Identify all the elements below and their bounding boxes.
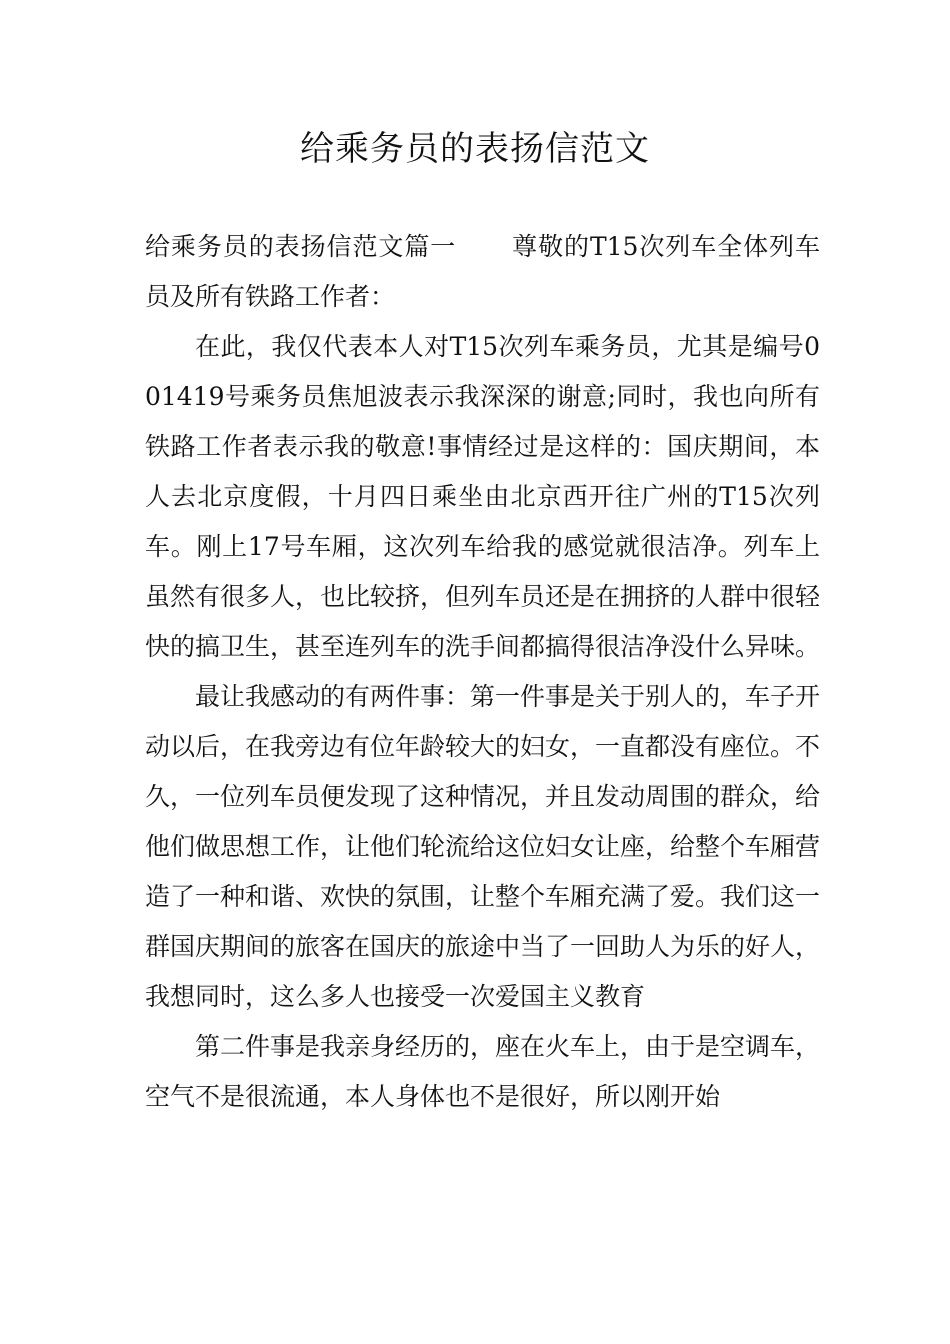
paragraph-1: 在此，我仅代表本人对T15次列车乘务员，尤其是编号001419号乘务员焦旭波表示我深深的谢意;同时，我也向所有铁路工作者表示我的敬意!事情经过是这样的：国庆期间，本人去北京度假，十月四日乘坐由北京西开往广州的T15次列车。刚上17号车厢，这次列车给我的感觉就很洁净。列车上虽然有很多人，也比较挤，但列车员还是在拥挤的人群中很轻快的搞卫生，甚至连列车的洗手间都搞得很洁净没什么异味。 bbox=[145, 332, 821, 661]
paragraph-3: 第二件事是我亲身经历的，座在火车上，由于是空调车，空气不是很流通，本人身体也不是很好，所以刚开始 bbox=[145, 1032, 821, 1111]
document-title: 给乘务员的表扬信范文 bbox=[300, 129, 650, 169]
intro-paragraph bbox=[145, 222, 820, 322]
document-body bbox=[145, 222, 820, 1122]
section-heading: 给乘务员的表扬信范文篇一 bbox=[145, 232, 457, 261]
salutation: 尊敬的T15次列车全体列车员及所有铁路工作者： bbox=[145, 232, 820, 311]
paragraph-2: 最让我感动的有两件事：第一件事是关于别人的，车子开动以后，在我旁边有位年龄较大的妇女，一直都没有座位。不久，一位列车员便发现了这种情况，并且发动周围的群众，给他们做思想工作，让他们轮流给这位妇女让座，给整个车厢营造了一种和谐、欢快的氛围，让整个车厢充满了爱。我们这一群国庆期间的旅客在国庆的旅途中当了一回助人为乐的好人，我想同时，这么多人也接受一次爱国主义教育 bbox=[145, 682, 821, 1011]
